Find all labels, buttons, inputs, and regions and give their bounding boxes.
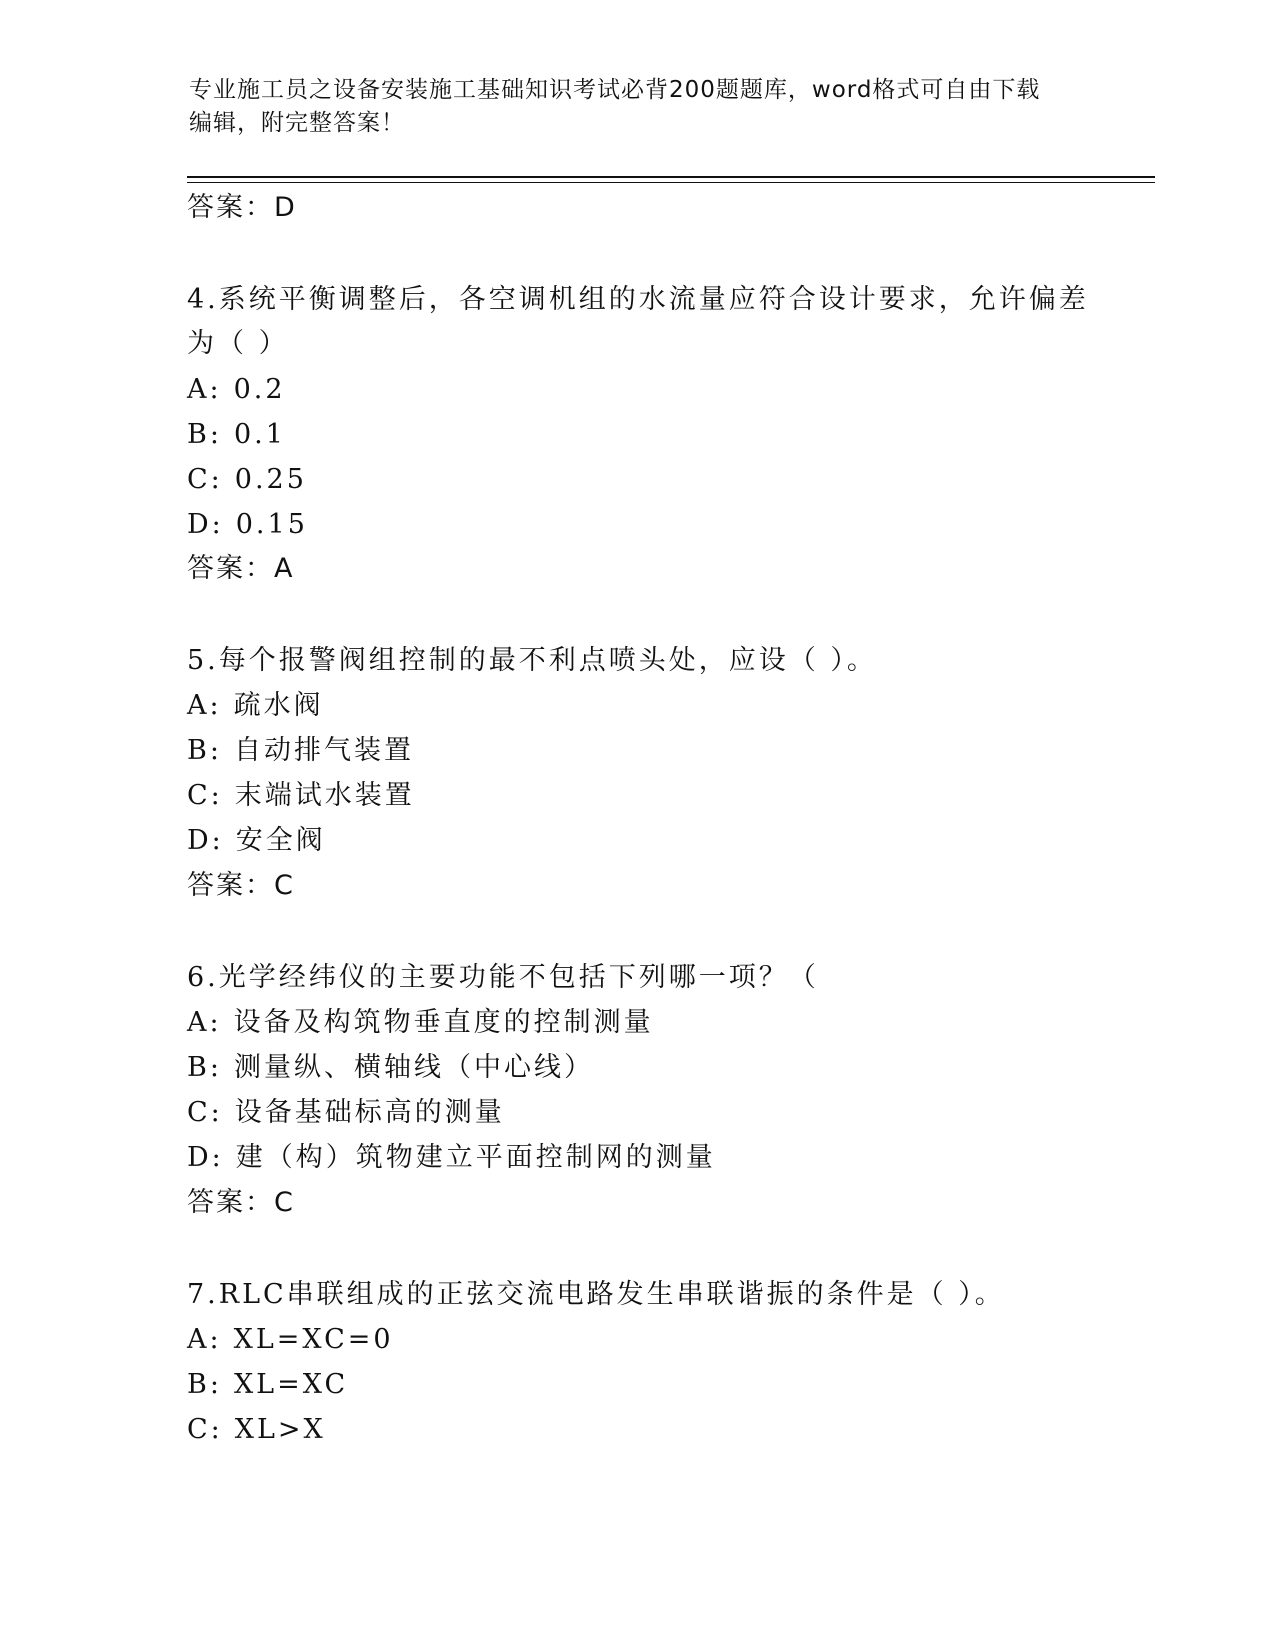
question-5-option-d [187,823,326,859]
option-text: XL=XC [233,1369,349,1400]
option-key: B: [187,1369,222,1400]
option-key: B: [187,1052,222,1083]
option-key: A: [187,690,222,721]
question-7-option-b [187,1367,348,1403]
option-text: 0.1 [233,419,286,450]
option-key: D: [187,825,224,856]
question-7-option-c [187,1412,326,1448]
question-6-option-a [187,1005,654,1041]
option-key: C: [187,1097,223,1128]
header-divider-thick [187,176,1155,178]
question-4-answer: 答案：A [187,553,295,584]
question-5-answer: 答案：C [187,870,295,901]
option-key: A: [187,1324,222,1355]
option-text: 自动排气装置 [233,735,414,766]
option-key: A: [187,374,222,405]
question-5-option-a [187,688,324,724]
question-6-option-d [187,1140,716,1176]
question-4-option-a [187,372,286,408]
question-6-line-1: 6.光学经纬仪的主要功能不包括下列哪一项？（ [187,962,819,993]
question-4-option-d [187,507,308,543]
option-key: D: [187,509,224,540]
question-4-line-2: 为（ ） [187,328,289,359]
header-title-line-2: 编辑，附完整答案！ [189,110,405,136]
question-5-option-b [187,733,414,769]
option-text: 设备及构筑物垂直度的控制测量 [233,1007,654,1038]
option-key: C: [187,780,223,811]
option-key: B: [187,419,222,450]
question-7-line-1: 7.RLC串联组成的正弦交流电路发生串联谐振的条件是（ ）。 [187,1279,1005,1310]
question-5-option-c [187,778,415,814]
option-text: 0.2 [233,374,286,405]
question-4-line-1: 4.系统平衡调整后，各空调机组的水流量应符合设计要求，允许偏差 [187,284,1089,315]
option-text: 0.15 [235,509,308,540]
option-key: C: [187,464,223,495]
option-text: 末端试水装置 [234,780,415,811]
question-6-option-b [187,1050,594,1086]
question-5-line-1: 5.每个报警阀组控制的最不利点喷头处，应设（ ）。 [187,645,877,676]
question-4-option-b [187,417,286,453]
document-header [189,74,1069,140]
option-text: 建（构）筑物建立平面控制网的测量 [235,1142,716,1173]
previous-answer: 答案：D [187,192,297,223]
option-text: 疏水阀 [233,690,324,721]
option-key: B: [187,735,222,766]
option-text: 测量纵、横轴线（中心线） [233,1052,594,1083]
option-text: XL=XC=0 [233,1324,394,1355]
option-key: D: [187,1142,224,1173]
option-text: 0.25 [234,464,307,495]
header-divider-thin [187,182,1155,183]
question-6-answer: 答案：C [187,1187,295,1218]
option-text: 设备基础标高的测量 [234,1097,505,1128]
question-6-option-c [187,1095,505,1131]
question-4-option-c [187,462,307,498]
option-key: C: [187,1414,223,1445]
header-title-line-1: 专业施工员之设备安装施工基础知识考试必背200题题库，word格式可自由下载 [189,77,1041,103]
option-text: 安全阀 [235,825,326,856]
question-7-option-a [187,1322,394,1358]
option-key: A: [187,1007,222,1038]
option-text: XL>X [234,1414,326,1445]
